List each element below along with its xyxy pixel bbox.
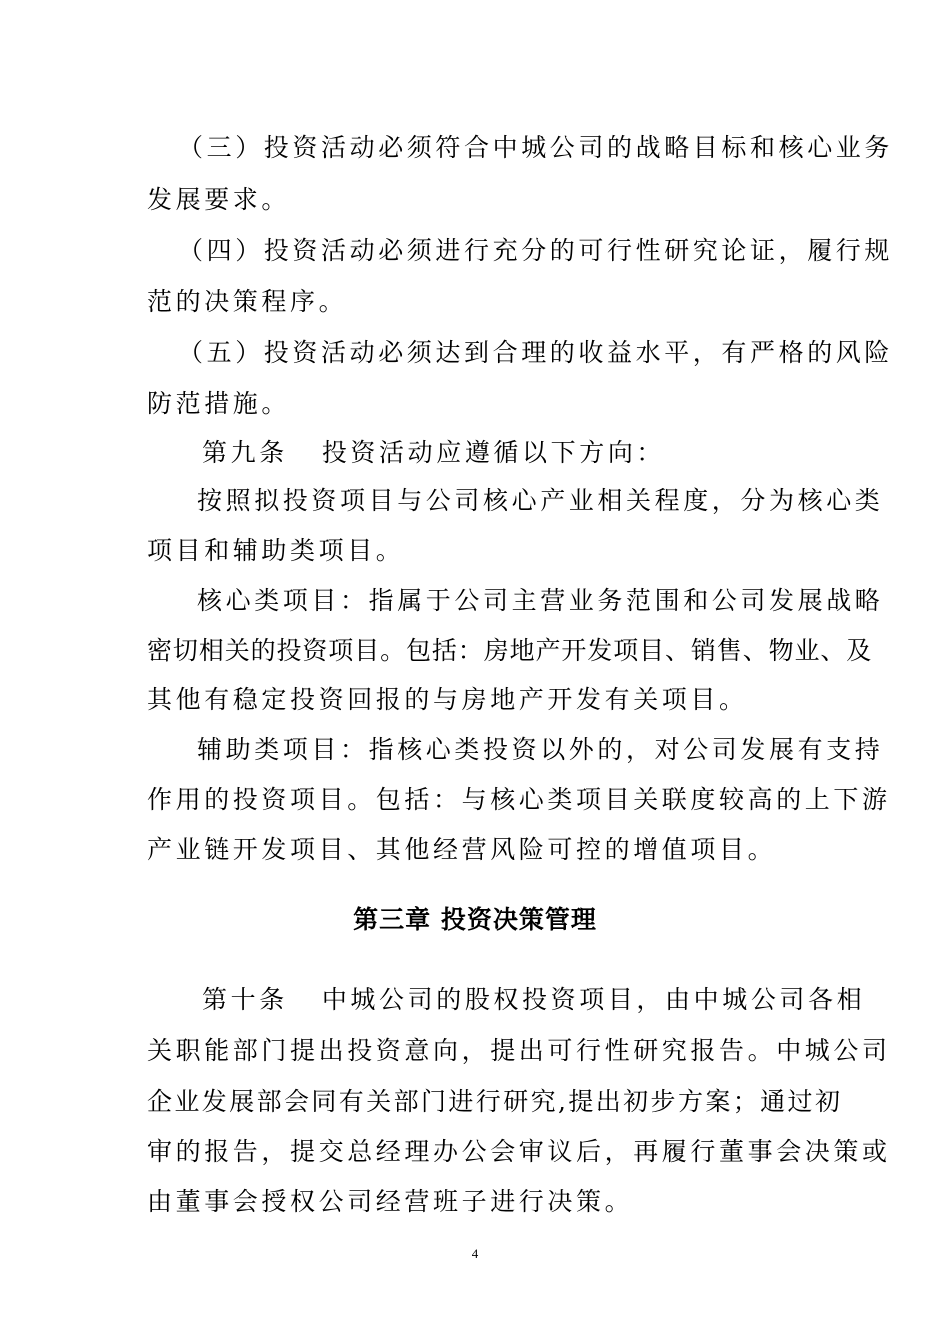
article-9	[202, 436, 807, 470]
article-9-text: 投资活动应遵循以下方向：	[321, 438, 666, 467]
article-10-line-5: 由董事会授权公司经营班子进行决策。	[147, 1187, 634, 1216]
chapter-title: 第三章 投资决策管理	[353, 905, 597, 934]
core-projects-line-1: 核心类项目：指属于公司主营业务范围和公司发展战略	[197, 586, 884, 615]
paragraph-4-line-2: 范的决策程序。	[147, 287, 348, 316]
paragraph-5-line-2: 防范措施。	[147, 389, 291, 418]
core-projects-line-3: 其他有稳定投资回报的与房地产开发有关项目。	[147, 685, 748, 714]
page-number: 4	[471, 1246, 479, 1261]
article-10-line-1	[202, 983, 866, 1017]
article-10-line-4: 审的报告，提交总经理办公会审议后，再履行董事会决策或	[147, 1137, 891, 1166]
article-10-label: 第十条	[202, 985, 288, 1014]
auxiliary-projects-line-1: 辅助类项目：指核心类投资以外的，对公司发展有支持	[197, 735, 884, 764]
article-9-label: 第九条	[202, 438, 288, 467]
article-10-line-2: 关职能部门提出投资意向，提出可行性研究报告。中城公司	[147, 1036, 891, 1065]
paragraph-4-line-1: （四）投资活动必须进行充分的可行性研究论证，履行规	[178, 236, 894, 265]
classification-line-1: 按照拟投资项目与公司核心产业相关程度，分为核心类	[197, 486, 884, 515]
paragraph-3-line-2: 发展要求。	[147, 185, 291, 214]
auxiliary-projects-line-3: 产业链开发项目、其他经营风险可控的增值项目。	[147, 835, 777, 864]
auxiliary-projects-line-2: 作用的投资项目。包括：与核心类项目关联度较高的上下游	[147, 785, 891, 814]
article-10-text: 中城公司的股权投资项目，由中城公司各相	[321, 985, 866, 1014]
article-10-line-3: 企业发展部会同有关部门进行研究,提出初步方案；通过初	[147, 1087, 843, 1116]
paragraph-5-line-1: （五）投资活动必须达到合理的收益水平，有严格的风险	[178, 338, 894, 367]
classification-line-2: 项目和辅助类项目。	[147, 536, 405, 565]
core-projects-line-2: 密切相关的投资项目。包括：房地产开发项目、销售、物业、及	[147, 636, 873, 665]
paragraph-3-line-1: （三）投资活动必须符合中城公司的战略目标和核心业务	[178, 133, 894, 162]
